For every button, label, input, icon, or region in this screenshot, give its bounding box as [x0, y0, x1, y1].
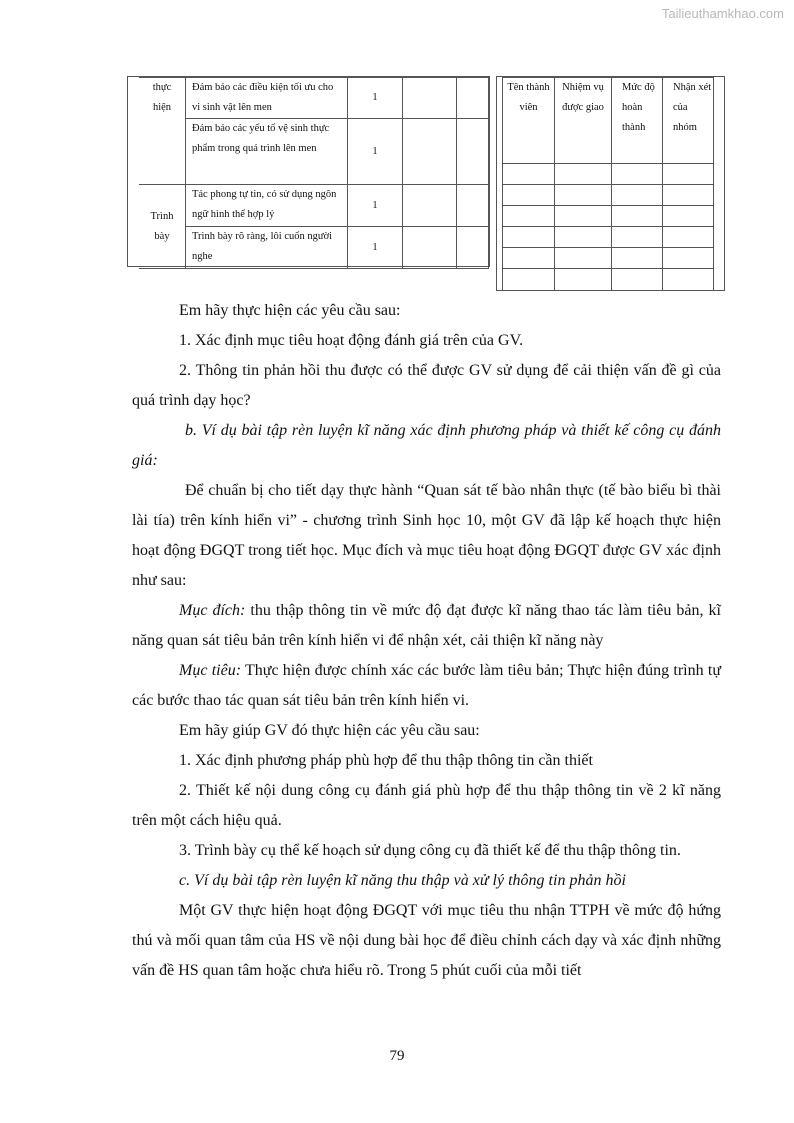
criterion-text: Tác phong tự tin, có sử dụng ngôn ngữ hình thể hợp lý	[185, 185, 347, 227]
paragraph: 2. Thông tin phản hồi thu được có thể được GV sử dụng để cải thiện vấn đề gì của quá trình dạy học?	[132, 362, 721, 409]
criterion-score: 1	[348, 78, 402, 119]
criterion-score: 1	[348, 185, 402, 227]
criteria-empty-cell	[402, 119, 456, 185]
members-row	[503, 185, 714, 206]
objective-text: Thực hiện được chính xác các bước làm tiêu bản; Thực hiện đúng trình tự các bước thao tác quan sát tiêu bản trên kính hiển vi.	[132, 662, 721, 709]
section-heading: c. Ví dụ bài tập rèn luyện kĩ năng thu thập và xử lý thông tin phản hồi	[179, 872, 626, 889]
members-row	[503, 269, 714, 291]
members-header-task: Nhiệm vụ được giao	[555, 78, 612, 164]
members-row	[503, 248, 714, 269]
members-header-name: Tên thành viên	[503, 78, 555, 164]
criteria-row	[139, 185, 489, 227]
criteria-empty-cell	[456, 185, 488, 227]
paragraph: 3. Trình bày cụ thể kế hoạch sử dụng công cụ đã thiết kế để thu thập thông tin.	[179, 842, 681, 859]
paragraph	[132, 656, 721, 716]
criteria-empty-cell	[456, 227, 488, 269]
section-heading: b. Ví dụ bài tập rèn luyện kĩ năng xác định phương pháp và thiết kế công cụ đánh giá:	[132, 422, 721, 469]
paragraph: Để chuẩn bị cho tiết dạy thực hành “Quan sát tế bào nhân thực (tế bào biểu bì thài lài tía) trên kính hiển vi” - chương trình Sinh học 10, một GV đã lập kế hoạch thực hiện hoạt động ĐGQT trong tiết học. Mục đích và mục tiêu hoạt động ĐGQT được GV xác định như sau:	[132, 482, 721, 589]
criteria-empty-cell	[456, 119, 488, 185]
watermark: Tailieuthamkhao.com	[661, 6, 784, 21]
criterion-text: Đảm bảo các điều kiện tối ưu cho vi sinh vật lên men	[185, 78, 347, 119]
members-header-comment: Nhận xét của nhóm	[663, 78, 714, 164]
paragraph: 1. Xác định phương pháp phù hợp để thu thập thông tin cần thiết	[179, 752, 593, 769]
criteria-group-line: bày	[154, 230, 170, 242]
members-table	[502, 77, 714, 291]
criteria-row	[139, 78, 489, 119]
criteria-empty-cell	[402, 78, 456, 119]
members-row	[503, 227, 714, 248]
criteria-empty-cell	[402, 227, 456, 269]
criteria-group	[139, 185, 185, 269]
paragraph: Em hãy giúp GV đó thực hiện các yêu cầu sau:	[179, 722, 480, 739]
members-row	[503, 164, 714, 185]
criteria-group-line: Trình	[150, 210, 174, 222]
criterion-score: 1	[348, 227, 402, 269]
criterion-text: Đảm bảo các yếu tố vệ sinh thực phẩm trong quá trình lên men	[185, 119, 347, 185]
page-number: 79	[389, 1048, 405, 1064]
criteria-table-frame	[127, 76, 490, 267]
body-text	[132, 296, 721, 986]
members-row	[503, 206, 714, 227]
paragraph	[132, 596, 721, 656]
criteria-empty-cell	[402, 185, 456, 227]
criteria-group-line: hiện	[152, 102, 172, 113]
label-objective: Mục tiêu:	[179, 662, 242, 679]
criteria-empty-cell	[456, 78, 488, 119]
purpose-text: thu thập thông tin về mức độ đạt được kĩ năng thao tác làm tiêu bản, kĩ năng quan sát tiêu bản trên kính hiển vi để nhận xét, cải thiện kĩ năng này	[132, 602, 721, 649]
paragraph: Em hãy thực hiện các yêu cầu sau:	[179, 302, 401, 319]
members-table-frame	[496, 76, 725, 291]
criteria-group	[139, 78, 185, 185]
members-header-completion: Mức độ hoàn thành	[612, 78, 663, 164]
criteria-table	[139, 77, 489, 269]
paragraph: 2. Thiết kế nội dung công cụ đánh giá phù hợp để thu thập thông tin về 2 kĩ năng trên một cách hiệu quả.	[132, 782, 721, 829]
paragraph: 1. Xác định mục tiêu hoạt động đánh giá trên của GV.	[179, 332, 524, 349]
criteria-row	[139, 119, 489, 185]
members-header-row	[503, 78, 714, 164]
label-purpose: Mục đích:	[179, 602, 246, 619]
criteria-group-line: thực	[152, 82, 172, 93]
paragraph: Một GV thực hiện hoạt động ĐGQT với mục tiêu thu nhận TTPH về mức độ hứng thú và mối quan tâm của HS về nội dung bài học để điều chỉnh cách dạy và xác định những vấn đề HS quan tâm hoặc chưa hiểu rõ. Trong 5 phút cuối của mỗi tiết	[132, 902, 721, 979]
tables-area	[127, 76, 725, 291]
criterion-text: Trình bày rõ ràng, lôi cuốn người nghe	[185, 227, 347, 269]
criterion-score: 1	[348, 119, 402, 185]
criteria-row	[139, 227, 489, 269]
